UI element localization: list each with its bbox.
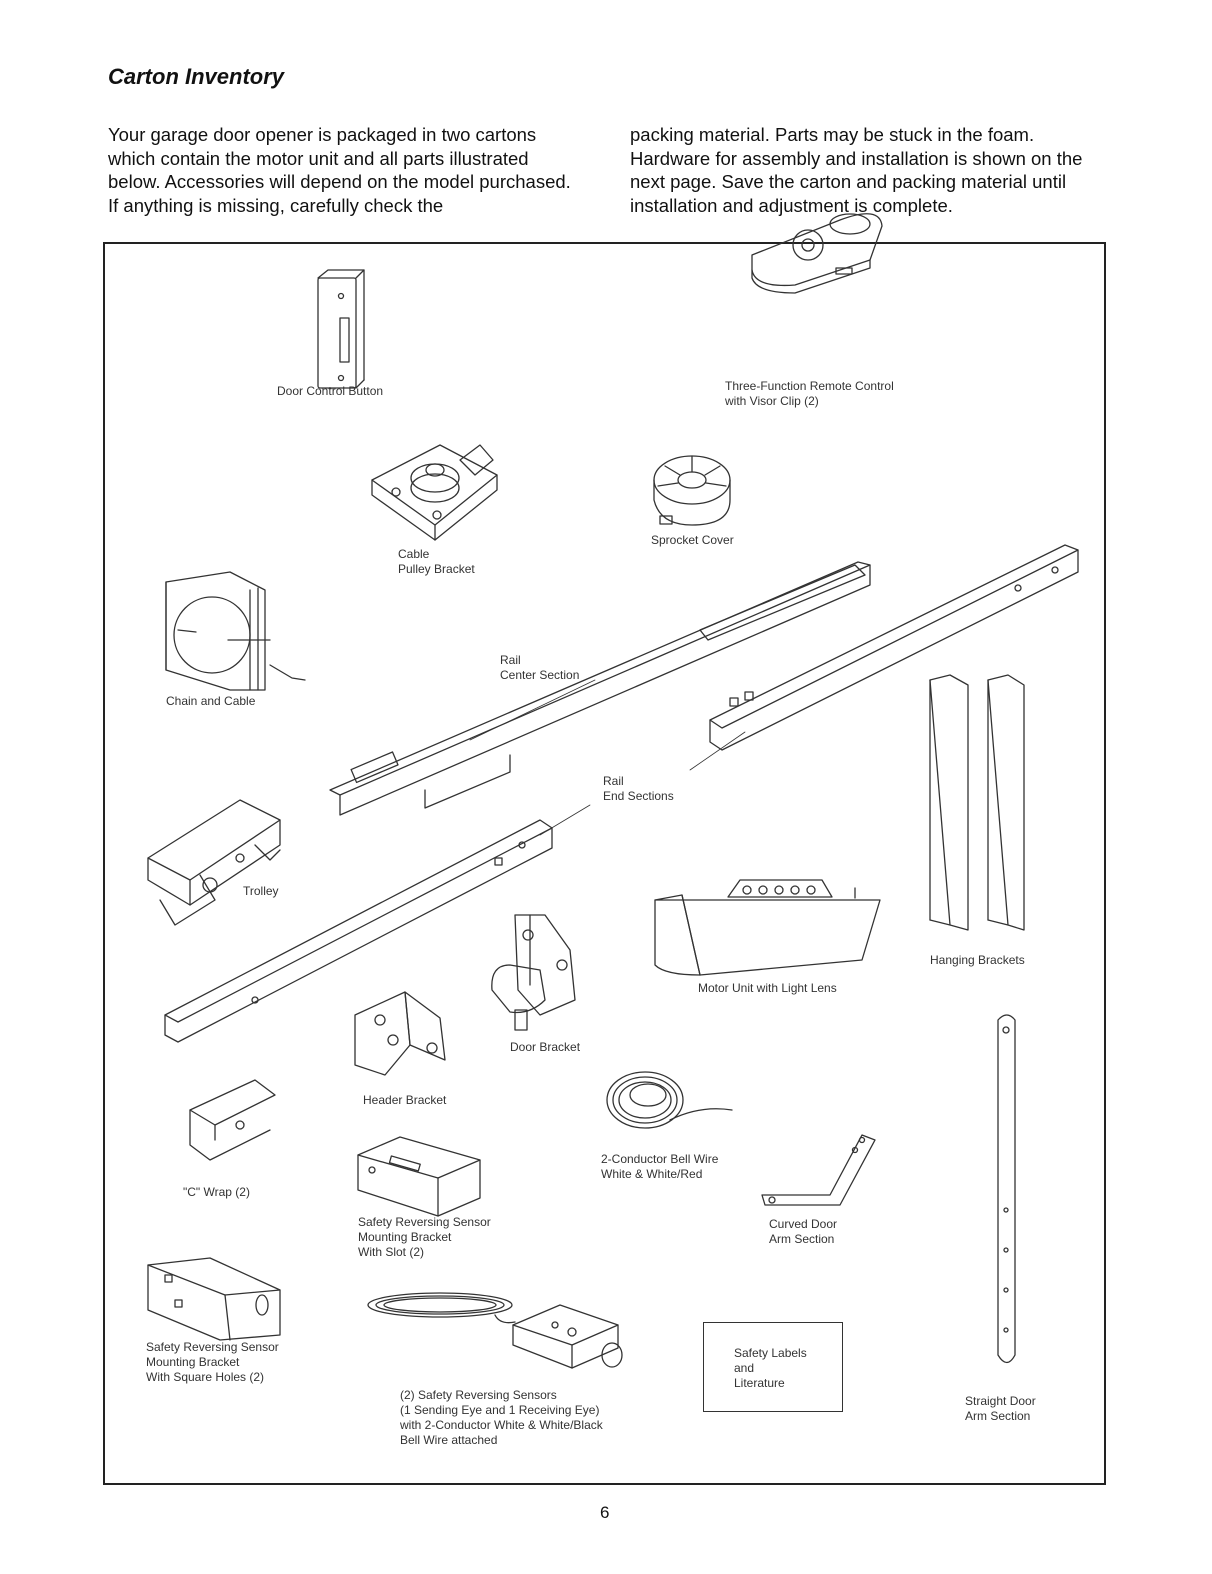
straight-door-arm-label: Straight Door Arm Section — [965, 1394, 1036, 1423]
cable-pulley-bracket-label: Cable Pulley Bracket — [398, 547, 475, 576]
sensor-bracket-slot-label: Safety Reversing Sensor Mounting Bracket With Slot (2) — [358, 1215, 491, 1259]
safety-sensors-illustration — [368, 1293, 622, 1368]
c-wrap-label: "C" Wrap (2) — [183, 1185, 250, 1199]
door-bracket-illustration — [492, 915, 575, 1030]
door-control-button-illustration — [318, 270, 364, 388]
safety-sensors-label: (2) Safety Reversing Sensors (1 Sending Eye and 1 Receiving Eye) with 2-Conductor White & White/Black Bell Wire attached — [400, 1388, 603, 1447]
sprocket-cover-illustration — [654, 456, 730, 525]
chain-and-cable-illustration — [166, 572, 305, 690]
rail-end-sections-label: Rail End Sections — [603, 774, 674, 803]
remote-control-label: Three-Function Remote Control with Visor Clip (2) — [725, 379, 894, 408]
curved-door-arm-label: Curved Door Arm Section — [769, 1217, 838, 1246]
cable-pulley-bracket-illustration — [372, 445, 497, 540]
page-title: Carton Inventory — [108, 64, 285, 89]
sensor-bracket-slot-illustration — [358, 1137, 480, 1216]
door-bracket-label: Door Bracket — [510, 1040, 581, 1054]
bell-wire-label: 2-Conductor Bell Wire White & White/Red — [601, 1152, 719, 1181]
curved-door-arm-illustration — [762, 1135, 875, 1205]
page-number: 6 — [600, 1503, 610, 1522]
hanging-brackets-illustration — [930, 675, 1024, 930]
sprocket-cover-label: Sprocket Cover — [651, 533, 734, 547]
header-bracket-illustration — [355, 992, 445, 1075]
sensor-bracket-square-label: Safety Reversing Sensor Mounting Bracket With Square Holes (2) — [146, 1340, 279, 1384]
trolley-label: Trolley — [243, 884, 279, 898]
motor-unit-label: Motor Unit with Light Lens — [698, 981, 837, 995]
intro-paragraph-left: Your garage door opener is packaged in two cartons which contain the motor unit and all parts illustrated below. Accessories will depend on the model purchased. If anything is missing, carefully check the — [108, 124, 571, 216]
header-bracket-label: Header Bracket — [363, 1093, 447, 1107]
safety-labels-label: Safety Labels and Literature — [734, 1346, 807, 1390]
trolley-illustration — [148, 800, 280, 925]
chain-and-cable-label: Chain and Cable — [166, 694, 256, 708]
straight-door-arm-illustration — [998, 1015, 1015, 1363]
bell-wire-illustration — [607, 1072, 732, 1128]
leader-lines — [470, 680, 745, 835]
c-wrap-illustration — [190, 1080, 275, 1160]
intro-paragraph-right: packing material. Parts may be stuck in the foam. Hardware for assembly and installation is shown on the next page. Save the carton and packing material until installation and adjustment is complete. — [630, 124, 1083, 216]
motor-unit-illustration — [655, 880, 880, 975]
rail-center-section-label: Rail Center Section — [500, 653, 580, 682]
rail-center-section-illustration — [330, 562, 870, 815]
sensor-bracket-square-illustration — [148, 1258, 280, 1340]
door-control-button-label: Door Control Button — [277, 384, 384, 398]
hanging-brackets-label: Hanging Brackets — [930, 953, 1025, 967]
remote-control-illustration — [752, 214, 882, 293]
